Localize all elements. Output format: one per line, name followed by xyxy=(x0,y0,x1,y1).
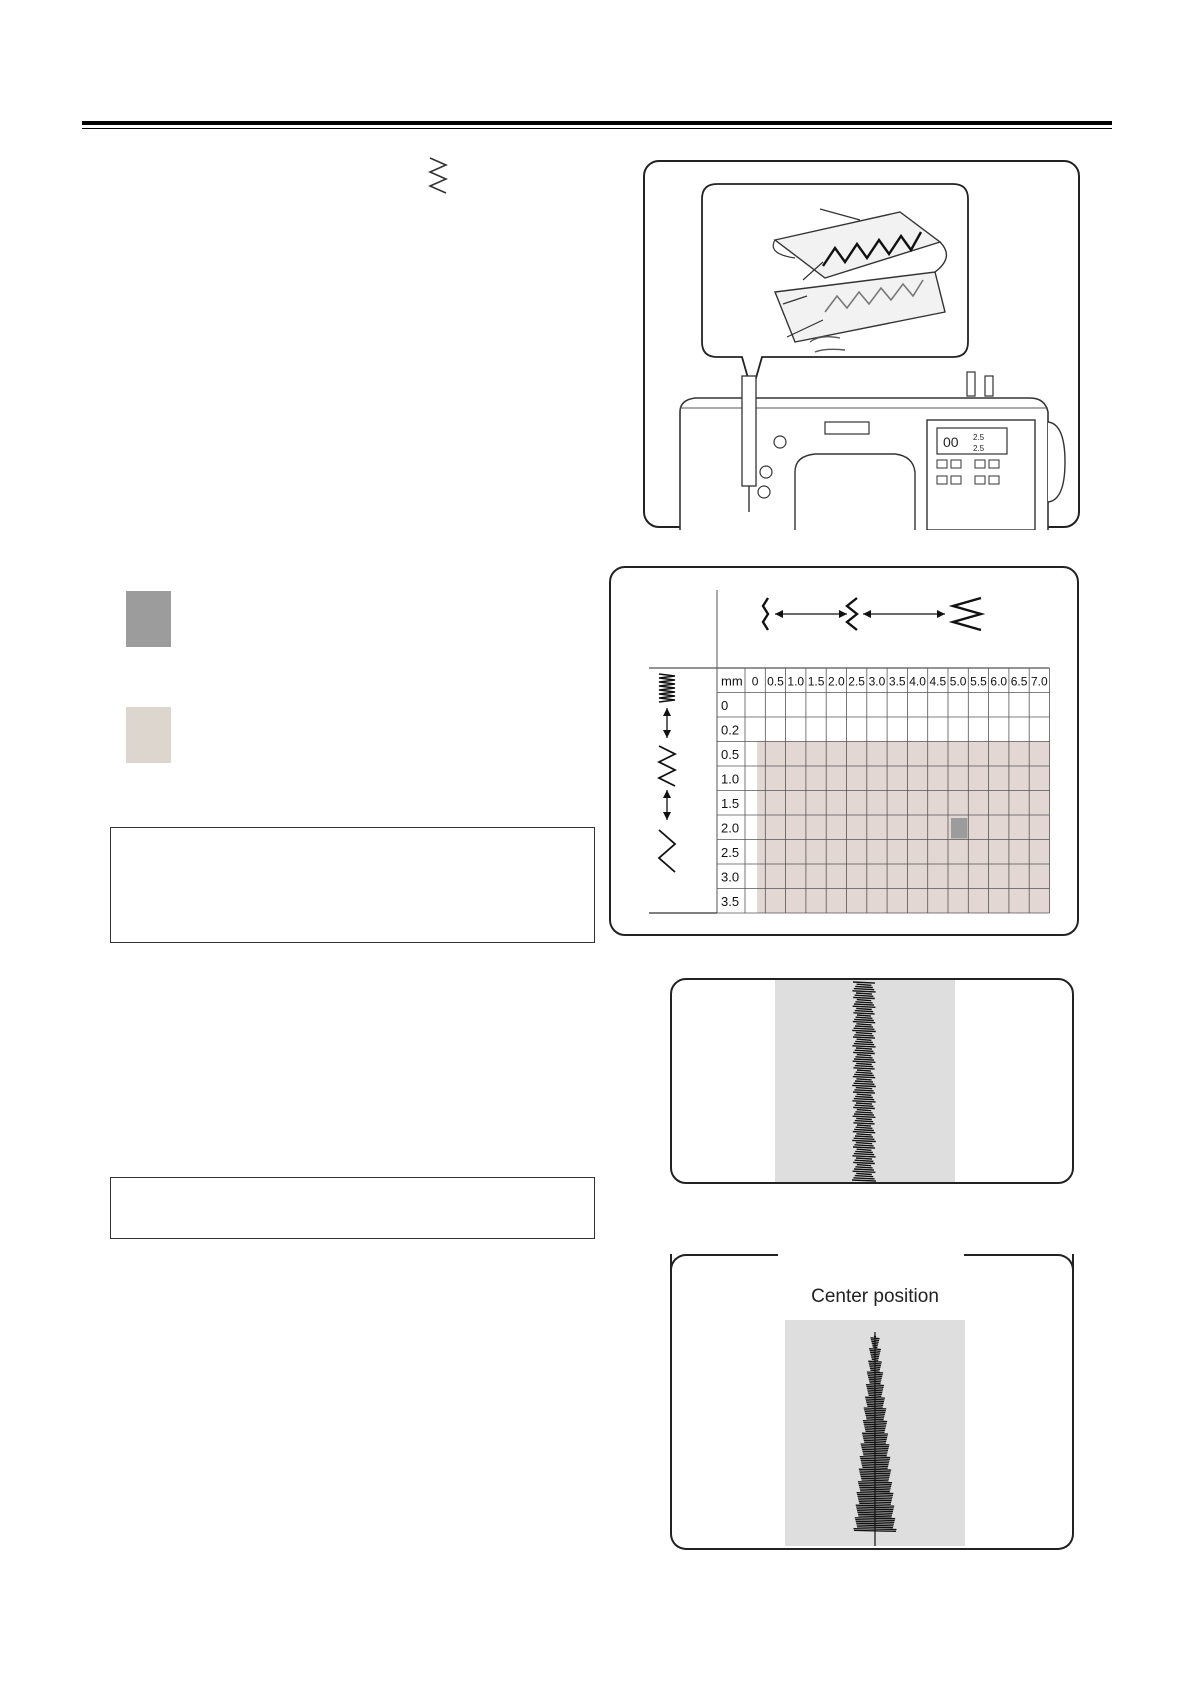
tapered-satin-sample xyxy=(785,1320,965,1546)
unit-label: mm xyxy=(721,673,743,689)
column-header: 6.5 xyxy=(1010,674,1028,689)
column-header: 3.5 xyxy=(888,674,906,689)
row-header: 0.5 xyxy=(721,747,740,763)
shaded-row-0.5 xyxy=(757,742,1049,767)
machine-illustration-panel xyxy=(643,160,1080,528)
stitch-settings-table xyxy=(611,568,1081,938)
row-header: 2.0 xyxy=(721,820,740,836)
shaded-row-3.5 xyxy=(757,889,1049,914)
shaded-row-2.0 xyxy=(757,815,1049,840)
column-header: 4.5 xyxy=(929,674,947,689)
length-diagram xyxy=(659,674,675,872)
shaded-row-1.5 xyxy=(757,791,1049,816)
stitch-settings-panel xyxy=(609,566,1079,936)
column-header: 0 xyxy=(751,674,759,689)
row-header: 0 xyxy=(721,698,729,714)
narrow-zigzag-icon xyxy=(763,598,768,630)
column-header: 5.5 xyxy=(970,674,987,689)
row-header: 2.5 xyxy=(721,845,740,861)
dense-satin-icon xyxy=(659,674,675,702)
note-box-2 xyxy=(110,1177,595,1239)
column-header: 2.5 xyxy=(848,674,865,689)
medium-zigzag-length-icon xyxy=(659,746,675,786)
column-header: 2.0 xyxy=(828,674,845,689)
open-zigzag-icon xyxy=(659,830,675,872)
row-header: 0.2 xyxy=(721,722,740,738)
panel-corner-right xyxy=(964,1254,1074,1270)
panel-corner-left xyxy=(670,1254,778,1270)
satin-stitch-sample xyxy=(672,980,1076,1186)
column-header: 0.5 xyxy=(767,674,784,689)
row-header: 1.5 xyxy=(721,796,740,812)
medium-zigzag-icon xyxy=(847,598,857,630)
legend-swatch-available xyxy=(126,707,171,763)
note-box xyxy=(110,827,595,943)
row-header: 3.5 xyxy=(721,894,740,910)
column-header: 1.0 xyxy=(787,674,805,689)
column-header: 5.0 xyxy=(949,674,967,689)
header-rule-thin xyxy=(82,128,1112,129)
shaded-row-3.0 xyxy=(757,864,1049,889)
machine-illustration xyxy=(645,162,1082,530)
shaded-row-2.5 xyxy=(757,840,1049,865)
satin-stitch-line xyxy=(852,982,876,1181)
wide-zigzag-icon xyxy=(953,598,981,630)
column-header: 4.0 xyxy=(909,674,926,689)
column-header: 7.0 xyxy=(1031,674,1048,689)
satin-sample-panel xyxy=(670,978,1074,1184)
center-position-caption: Center position xyxy=(811,1286,939,1307)
width-diagram xyxy=(763,598,981,630)
highlight-cell xyxy=(951,818,967,839)
svg-text:2.5: 2.5 xyxy=(973,444,985,453)
svg-text:00: 00 xyxy=(943,434,959,450)
svg-text:2.5: 2.5 xyxy=(973,433,985,442)
column-header: 6.0 xyxy=(990,674,1008,689)
header-rule xyxy=(82,121,1112,125)
column-header: 1.5 xyxy=(807,674,825,689)
row-header: 3.0 xyxy=(721,869,740,885)
row-header: 1.0 xyxy=(721,771,740,787)
zigzag-stitch-icon xyxy=(427,156,449,198)
legend-swatch-recommended xyxy=(126,591,171,647)
shaded-row-1.0 xyxy=(757,766,1049,791)
column-header: 3.0 xyxy=(868,674,886,689)
